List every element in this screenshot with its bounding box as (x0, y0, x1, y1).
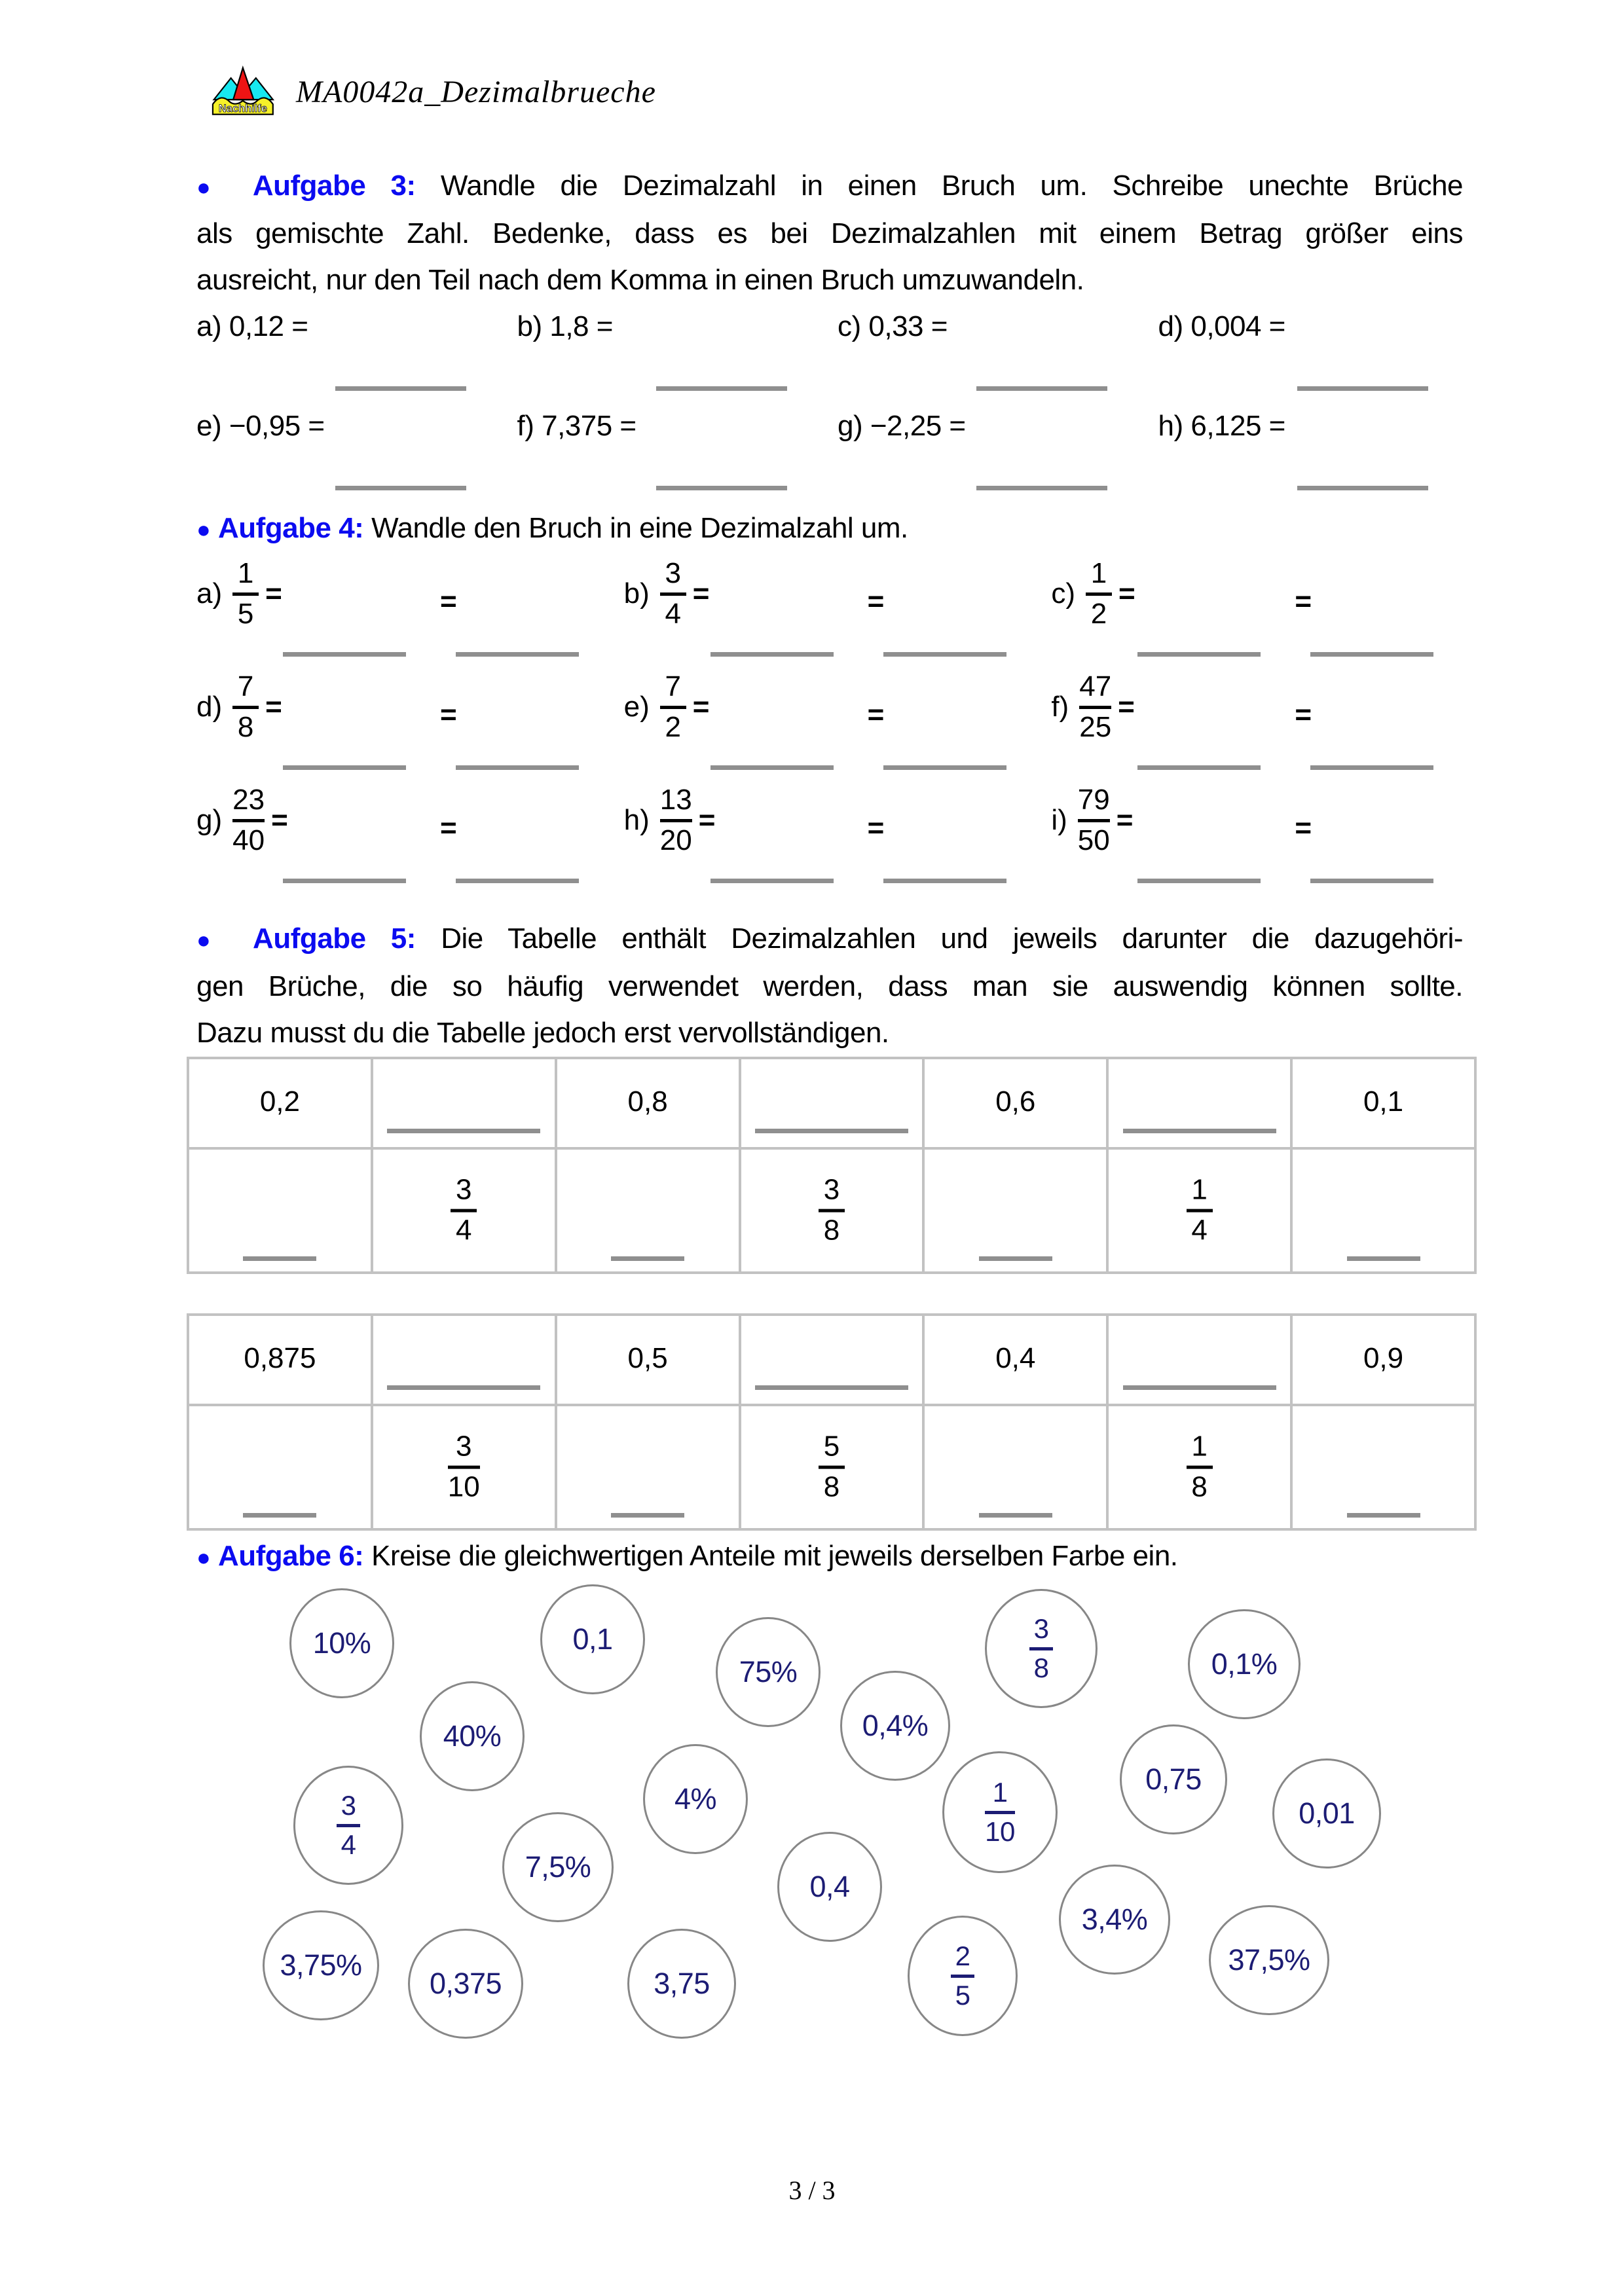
circle-value: 0,1 (572, 1622, 613, 1656)
fraction-numerator: 1 (992, 1776, 1008, 1808)
fraction-bar (1029, 1647, 1053, 1650)
circle-value: 0,375 (429, 1967, 502, 2000)
value-circle (1188, 1609, 1301, 1719)
equals-sign: = (265, 691, 282, 723)
value-circle (293, 1766, 403, 1885)
fraction-denominator: 4 (1191, 1214, 1208, 1247)
fraction-denominator: 10 (447, 1470, 480, 1503)
fraction-numerator: 5 (823, 1430, 840, 1463)
fraction-denominator: 8 (1033, 1652, 1049, 1683)
task4-item-id: e) (623, 691, 650, 723)
task4-item-id: f) (1051, 691, 1069, 723)
circle-value: 40% (443, 1719, 502, 1753)
decimal-value: 0,1 (1363, 1085, 1404, 1118)
equals-sign: = (692, 577, 710, 610)
fraction-denominator: 20 (659, 824, 692, 856)
fraction-numerator: 1 (1191, 1173, 1208, 1206)
equals-sign: = (440, 699, 457, 731)
fraction-numerator: 1 (237, 557, 254, 589)
task5-line-2: gen Brüche, die so häufig verwendet werden, dass man sie auswendig können sollte. (196, 970, 1463, 1002)
value-circle (420, 1681, 525, 1791)
value-circle (985, 1589, 1098, 1708)
fraction-bar (985, 1811, 1015, 1814)
value-circle (777, 1832, 882, 1942)
equals-sign: = (1116, 804, 1134, 837)
fraction-numerator: 3 (665, 557, 682, 589)
task4-item-id: g) (196, 804, 223, 837)
fraction-denominator: 5 (237, 597, 254, 630)
logo-label: Nachhilfe (218, 103, 267, 115)
circle-value: 0,01 (1299, 1796, 1355, 1830)
value-circle (942, 1751, 1058, 1873)
fraction-numerator: 3 (823, 1173, 840, 1206)
bullet-icon: ● (196, 173, 228, 200)
fraction-numerator: 47 (1079, 670, 1112, 702)
fraction (951, 1942, 974, 2010)
fraction-numerator: 7 (665, 670, 682, 702)
fraction-denominator: 8 (1191, 1470, 1208, 1503)
equals-sign: = (1118, 691, 1135, 723)
equals-sign: = (265, 577, 282, 610)
fraction-numerator: 3 (341, 1789, 356, 1821)
fraction-denominator: 50 (1077, 824, 1110, 856)
bullet-icon: ● (196, 1544, 211, 1571)
fraction (337, 1789, 360, 1860)
task6-intro-text: Kreise die gleichwertigen Anteile mit jeweils derselben Farbe ein. (371, 1540, 1178, 1572)
circle-value: 0,1% (1211, 1647, 1278, 1681)
circle-value: 0,4 (809, 1870, 850, 1903)
fraction-bar (951, 1975, 974, 1978)
circle-value: 0,75 (1145, 1762, 1202, 1796)
circle-value: 75% (739, 1655, 798, 1688)
decimal-value: 0,4 (995, 1342, 1036, 1374)
fraction-denominator: 2 (665, 710, 682, 743)
fraction-numerator: 79 (1077, 784, 1110, 816)
bullet-icon: ● (196, 926, 228, 953)
task4-item-id: a) (196, 577, 223, 610)
task3-item-label: a) 0,12 = (196, 310, 308, 342)
fraction-numerator: 3 (456, 1430, 472, 1463)
fraction-numerator: 1 (1090, 557, 1107, 589)
task4-item-id: i) (1051, 804, 1067, 837)
fraction-numerator: 23 (232, 784, 265, 816)
task3-item-label: g) −2,25 = (838, 410, 966, 442)
task3-item-label: d) 0,004 = (1158, 310, 1285, 342)
task3-line-2: als gemischte Zahl. Bedenke, dass es bei Dezimalzahlen mit einem Betrag größer eins (196, 217, 1463, 249)
value-circle (502, 1812, 614, 1922)
task5-intro-text: Die Tabelle enthält Dezimalzahlen und jeweils darunter die dazugehöri- (441, 922, 1464, 955)
task3-label: Aufgabe 3: (252, 170, 416, 202)
task5-label: Aufgabe 5: (253, 922, 416, 955)
equals-sign: = (1118, 577, 1135, 610)
equals-sign: = (440, 585, 457, 617)
value-circle (840, 1671, 950, 1781)
value-circle (1209, 1905, 1329, 2015)
fraction (1029, 1615, 1053, 1683)
task5-line-3: Dazu musst du die Tabelle jedoch erst vervollständigen. (196, 1017, 889, 1049)
equals-sign: = (1295, 585, 1312, 617)
fraction-denominator: 4 (665, 597, 682, 630)
task4-item-id: b) (623, 577, 650, 610)
circle-value: 3,75% (280, 1948, 362, 1982)
fraction-denominator: 40 (232, 824, 265, 856)
task3-item-label: c) 0,33 = (838, 310, 948, 342)
task6-label: Aufgabe 6: (217, 1540, 364, 1572)
circle-value: 0,4% (862, 1709, 929, 1742)
equals-sign: = (867, 585, 885, 617)
task3-item-label: e) −0,95 = (196, 410, 325, 442)
equals-sign: = (271, 804, 288, 837)
fraction-denominator: 5 (955, 1979, 970, 2011)
value-circle (908, 1916, 1018, 2036)
task4-intro-text: Wandle den Bruch in eine Dezimalzahl um. (371, 512, 908, 544)
equals-sign: = (1295, 812, 1312, 844)
fraction-denominator: 10 (985, 1815, 1015, 1847)
decimal-value: 0,8 (627, 1085, 668, 1118)
bullet-icon: ● (196, 516, 211, 543)
value-circle (408, 1929, 523, 2039)
circle-value: 7,5% (525, 1850, 591, 1884)
task3-line-3: ausreicht, nur den Teil nach dem Komma in einen Bruch umzuwandeln. (196, 264, 1084, 296)
fraction-denominator: 4 (456, 1214, 472, 1247)
task3-item-label: f) 7,375 = (517, 410, 637, 442)
task4-label: Aufgabe 4: (217, 512, 364, 544)
value-circle (643, 1744, 748, 1854)
circle-value: 10% (312, 1626, 371, 1660)
fraction-numerator: 2 (955, 1940, 970, 1971)
value-circle (716, 1617, 821, 1727)
fraction-numerator: 3 (456, 1173, 472, 1206)
value-circle (263, 1910, 379, 2020)
fraction-numerator: 13 (659, 784, 692, 816)
value-circle (1120, 1724, 1227, 1834)
fraction-bar (337, 1824, 360, 1827)
fraction-denominator: 2 (1090, 597, 1107, 630)
page-number-footer: 3 / 3 (788, 2176, 836, 2205)
value-circle (1272, 1758, 1381, 1868)
equals-sign: = (867, 812, 885, 844)
equals-sign: = (440, 812, 457, 844)
circle-value: 3,75 (654, 1967, 710, 2000)
decimal-value: 0,6 (995, 1085, 1036, 1118)
fraction-numerator: 3 (1033, 1613, 1049, 1644)
fraction-denominator: 4 (341, 1829, 356, 1860)
fraction (985, 1776, 1015, 1847)
fraction-denominator: 8 (237, 710, 254, 743)
equals-sign: = (1295, 699, 1312, 731)
task3-item-label: b) 1,8 = (517, 310, 613, 342)
task4-item-id: c) (1051, 577, 1075, 610)
equals-sign: = (698, 804, 716, 837)
task4-item-id: h) (623, 804, 650, 837)
decimal-value: 0,5 (627, 1342, 668, 1374)
circle-value: 3,4% (1081, 1903, 1148, 1936)
document-title: MA0042a_Dezimalbrueche (296, 74, 656, 109)
task3-intro-text: Wandle die Dezimalzahl in einen Bruch um. Schreibe unechte Brüche (440, 170, 1464, 202)
value-circle (627, 1929, 736, 2039)
equals-sign: = (692, 691, 710, 723)
decimal-value: 0,875 (244, 1342, 316, 1374)
fraction-denominator: 8 (823, 1214, 840, 1247)
fraction-denominator: 8 (823, 1470, 840, 1503)
decimal-value: 0,2 (259, 1085, 300, 1118)
value-circle (289, 1588, 394, 1698)
equals-sign: = (867, 699, 885, 731)
circle-value: 4% (674, 1782, 717, 1815)
decimal-value: 0,9 (1363, 1342, 1404, 1374)
value-circle (1059, 1865, 1170, 1975)
task3-item-label: h) 6,125 = (1158, 410, 1285, 442)
fraction-numerator: 7 (237, 670, 254, 702)
fraction-numerator: 1 (1191, 1430, 1208, 1463)
fraction-denominator: 25 (1079, 710, 1112, 743)
value-circle (540, 1584, 645, 1694)
circle-value: 37,5% (1228, 1943, 1310, 1977)
task4-item-id: d) (196, 691, 223, 723)
